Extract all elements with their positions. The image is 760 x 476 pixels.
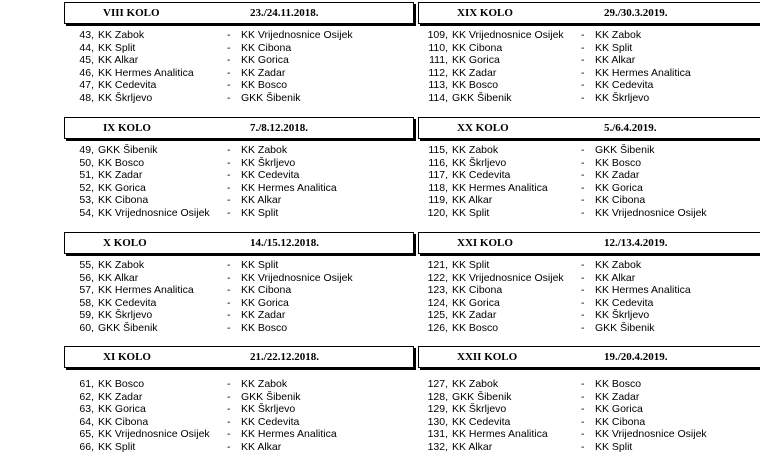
match-list	[418, 378, 760, 454]
match-row	[418, 144, 760, 157]
match-row	[64, 309, 414, 322]
match-row	[418, 441, 760, 454]
round-title: XI KOLO	[103, 351, 151, 363]
match-separator: -	[227, 259, 231, 271]
home-team: KK Alkar	[452, 440, 493, 453]
away-team: KK Cedevita	[241, 169, 300, 182]
round-block	[64, 346, 414, 454]
round-block	[418, 2, 760, 105]
match-row	[64, 29, 414, 42]
home-team: KK Zadar	[98, 169, 143, 182]
away-team: KK Cedevita	[241, 415, 300, 428]
away-team: KK Škrljevo	[595, 91, 650, 104]
match-number: 115,	[428, 144, 448, 156]
match-number: 128,	[427, 390, 448, 403]
match-number: 62,	[79, 390, 94, 403]
match-number: 120,	[427, 206, 448, 219]
match-row	[64, 391, 414, 404]
home-team: KK Gorica	[98, 403, 146, 416]
home-team: KK Bosco	[452, 321, 499, 334]
match-separator: -	[227, 181, 231, 194]
match-number: 130,	[427, 415, 448, 428]
round-header	[64, 346, 414, 368]
match-list	[64, 29, 414, 105]
match-separator: -	[581, 29, 585, 41]
round-block	[64, 117, 414, 220]
match-separator: -	[227, 309, 231, 322]
away-team: KK Vrijednosnice Osijek	[241, 29, 353, 41]
away-team: KK Škrljevo	[595, 309, 650, 322]
match-row	[64, 54, 414, 67]
match-row	[418, 29, 760, 42]
away-team: KK Alkar	[595, 271, 636, 284]
match-number: 110,	[428, 41, 448, 54]
match-row	[418, 157, 760, 170]
match-number: 132,	[427, 440, 448, 453]
away-team: KK Bosco	[595, 378, 642, 390]
match-separator: -	[581, 271, 585, 284]
match-number: 49,	[79, 144, 94, 156]
match-row	[418, 416, 760, 429]
round-header	[418, 232, 760, 254]
match-separator: -	[581, 54, 585, 67]
round-date: 21./22.12.2018.	[250, 351, 320, 363]
match-list	[64, 144, 414, 220]
away-team: KK Hermes Analitica	[241, 428, 337, 441]
match-separator: -	[227, 321, 231, 334]
round-title: X KOLO	[103, 237, 147, 249]
round-title: XX KOLO	[457, 122, 509, 134]
match-separator: -	[581, 91, 585, 104]
away-team: KK Split	[241, 259, 279, 271]
home-team: KK Hermes Analitica	[98, 66, 194, 79]
match-number: 43,	[79, 29, 94, 41]
match-separator: -	[227, 66, 231, 79]
match-row	[418, 182, 760, 195]
match-number: 48,	[79, 91, 94, 104]
away-team: KK Alkar	[595, 54, 636, 67]
match-separator: -	[227, 440, 231, 453]
home-team: KK Škrljevo	[98, 91, 153, 104]
match-number: 121,	[427, 259, 448, 271]
match-number: 58,	[79, 296, 94, 309]
match-separator: -	[227, 296, 231, 309]
home-team: KK Zadar	[452, 66, 497, 79]
match-row	[64, 428, 414, 441]
away-team: KK Bosco	[241, 321, 288, 334]
home-team: KK Zadar	[98, 390, 143, 403]
match-row	[64, 169, 414, 182]
match-separator: -	[227, 284, 231, 297]
match-separator: -	[227, 144, 231, 156]
round-block	[64, 2, 414, 105]
away-team: KK Hermes Analitica	[595, 66, 691, 79]
home-team: KK Hermes Analitica	[98, 284, 194, 297]
round-block	[418, 346, 760, 454]
match-separator: -	[227, 390, 231, 403]
away-team: KK Zadar	[241, 66, 286, 79]
home-team: KK Zabok	[98, 29, 145, 41]
match-separator: -	[581, 156, 585, 169]
round-title: IX KOLO	[103, 122, 151, 134]
home-team: KK Alkar	[98, 271, 139, 284]
match-row	[418, 322, 760, 335]
match-separator: -	[227, 29, 231, 41]
match-number: 125,	[427, 309, 448, 322]
away-team: KK Bosco	[595, 156, 642, 169]
match-separator: -	[581, 194, 585, 207]
match-number: 131,	[427, 428, 448, 441]
match-number: 111,	[429, 54, 448, 67]
away-team: GKK Šibenik	[595, 144, 655, 156]
home-team: KK Split	[98, 440, 136, 453]
home-team: GKK Šibenik	[98, 321, 158, 334]
match-list	[418, 29, 760, 105]
match-separator: -	[581, 415, 585, 428]
away-team: KK Cibona	[595, 415, 646, 428]
round-block	[418, 117, 760, 220]
match-row	[418, 284, 760, 297]
match-row	[64, 194, 414, 207]
away-team: KK Gorica	[595, 403, 643, 416]
match-separator: -	[227, 156, 231, 169]
match-separator: -	[227, 428, 231, 441]
away-team: KK Split	[595, 41, 633, 54]
match-separator: -	[227, 91, 231, 104]
match-number: 53,	[79, 194, 94, 207]
match-list	[418, 259, 760, 335]
round-header	[418, 117, 760, 139]
round-date: 19./20.4.2019.	[604, 351, 668, 363]
match-separator: -	[581, 296, 585, 309]
match-row	[418, 297, 760, 310]
home-team: KK Gorica	[98, 181, 146, 194]
round-date: 5./6.4.2019.	[604, 122, 657, 134]
match-row	[418, 67, 760, 80]
home-team: GKK Šibenik	[452, 91, 512, 104]
match-row	[64, 441, 414, 454]
match-row	[64, 416, 414, 429]
match-list	[64, 378, 414, 454]
match-number: 122,	[427, 271, 448, 284]
home-team: KK Škrljevo	[452, 156, 507, 169]
home-team: KK Cedevita	[452, 169, 511, 182]
match-row	[64, 67, 414, 80]
away-team: KK Zabok	[241, 378, 288, 390]
match-number: 47,	[79, 79, 94, 92]
home-team: KK Zadar	[452, 309, 497, 322]
home-team: KK Hermes Analitica	[452, 181, 548, 194]
away-team: KK Vrijednosnice Osijek	[595, 428, 707, 441]
match-separator: -	[227, 271, 231, 284]
round-header	[64, 2, 414, 24]
away-team: KK Zabok	[595, 259, 642, 271]
match-row	[64, 207, 414, 220]
match-number: 65,	[79, 428, 94, 441]
match-row	[418, 42, 760, 55]
match-number: 44,	[79, 41, 94, 54]
home-team: KK Cibona	[452, 284, 503, 297]
match-separator: -	[581, 284, 585, 297]
match-number: 45,	[79, 54, 94, 67]
match-number: 117,	[428, 169, 448, 182]
round-title: VIII KOLO	[103, 7, 160, 19]
away-team: KK Škrljevo	[241, 403, 296, 416]
home-team: KK Gorica	[452, 296, 500, 309]
match-separator: -	[581, 440, 585, 453]
match-number: 57,	[79, 284, 94, 297]
match-separator: -	[581, 206, 585, 219]
home-team: KK Škrljevo	[452, 403, 507, 416]
home-team: KK Split	[452, 259, 490, 271]
away-team: KK Zadar	[241, 309, 286, 322]
match-row	[418, 54, 760, 67]
away-team: KK Zabok	[595, 29, 642, 41]
match-number: 52,	[79, 181, 94, 194]
round-header	[64, 117, 414, 139]
match-row	[418, 207, 760, 220]
match-number: 46,	[79, 66, 94, 79]
match-separator: -	[581, 66, 585, 79]
away-team: GKK Šibenik	[595, 321, 655, 334]
match-row	[64, 182, 414, 195]
match-number: 61,	[79, 378, 94, 390]
home-team: KK Škrljevo	[98, 309, 153, 322]
match-number: 126,	[427, 321, 448, 334]
round-header	[418, 346, 760, 368]
match-row	[64, 272, 414, 285]
home-team: KK Zabok	[98, 259, 145, 271]
round-date: 23./24.11.2018.	[250, 7, 319, 19]
match-number: 54,	[79, 206, 94, 219]
match-number: 123,	[427, 284, 448, 297]
round-title: XXII KOLO	[457, 351, 518, 363]
match-separator: -	[581, 321, 585, 334]
home-team: KK Zabok	[452, 144, 499, 156]
match-number: 109,	[427, 29, 448, 41]
round-date: 12./13.4.2019.	[604, 237, 668, 249]
home-team: KK Cibona	[98, 415, 149, 428]
match-number: 116,	[428, 156, 448, 169]
home-team: KK Cedevita	[98, 79, 157, 92]
match-separator: -	[227, 415, 231, 428]
match-row	[418, 92, 760, 105]
round-date: 14./15.12.2018.	[250, 237, 320, 249]
match-separator: -	[581, 144, 585, 156]
match-row	[64, 42, 414, 55]
match-row	[418, 272, 760, 285]
match-row	[418, 309, 760, 322]
away-team: KK Cedevita	[595, 296, 654, 309]
match-separator: -	[227, 378, 231, 390]
match-row	[418, 428, 760, 441]
home-team: KK Cedevita	[98, 296, 157, 309]
match-separator: -	[581, 41, 585, 54]
match-separator: -	[227, 194, 231, 207]
away-team: KK Zabok	[241, 144, 288, 156]
away-team: KK Gorica	[241, 54, 289, 67]
match-separator: -	[581, 79, 585, 92]
match-row	[64, 144, 414, 157]
match-number: 118,	[428, 181, 448, 194]
match-number: 60,	[79, 321, 94, 334]
home-team: KK Alkar	[452, 194, 493, 207]
match-number: 129,	[427, 403, 448, 416]
away-team: KK Zadar	[595, 169, 640, 182]
away-team: KK Cedevita	[595, 79, 654, 92]
match-separator: -	[581, 403, 585, 416]
round-title: XIX KOLO	[457, 7, 513, 19]
match-separator: -	[227, 79, 231, 92]
match-number: 56,	[79, 271, 94, 284]
match-number: 51,	[79, 169, 94, 182]
match-separator: -	[581, 390, 585, 403]
home-team: KK Hermes Analitica	[452, 428, 548, 441]
away-team: KK Bosco	[241, 79, 288, 92]
match-number: 112,	[428, 66, 448, 79]
match-row	[64, 79, 414, 92]
away-team: KK Gorica	[241, 296, 289, 309]
match-row	[418, 169, 760, 182]
home-team: KK Cibona	[98, 194, 149, 207]
away-team: KK Zadar	[595, 390, 640, 403]
match-number: 50,	[79, 156, 94, 169]
home-team: KK Vrijednosnice Osijek	[98, 428, 210, 441]
match-separator: -	[581, 309, 585, 322]
match-number: 124,	[427, 296, 448, 309]
match-row	[418, 194, 760, 207]
match-row	[418, 378, 760, 391]
match-number: 113,	[428, 79, 448, 92]
round-header	[418, 2, 760, 24]
match-row	[418, 391, 760, 404]
match-separator: -	[227, 169, 231, 182]
match-list	[418, 144, 760, 220]
home-team: KK Zabok	[452, 378, 499, 390]
match-row	[64, 322, 414, 335]
away-team: KK Hermes Analitica	[241, 181, 337, 194]
away-team: KK Hermes Analitica	[595, 284, 691, 297]
home-team: KK Gorica	[452, 54, 500, 67]
home-team: KK Bosco	[98, 156, 145, 169]
home-team: GKK Šibenik	[452, 390, 512, 403]
home-team: GKK Šibenik	[98, 144, 158, 156]
match-separator: -	[227, 206, 231, 219]
away-team: KK Vrijednosnice Osijek	[595, 206, 707, 219]
match-separator: -	[581, 181, 585, 194]
home-team: KK Split	[452, 206, 490, 219]
round-date: 7./8.12.2018.	[250, 122, 309, 134]
match-row	[64, 157, 414, 170]
away-team: KK Split	[241, 206, 279, 219]
away-team: KK Cibona	[241, 284, 292, 297]
home-team: KK Alkar	[98, 54, 139, 67]
round-block	[64, 232, 414, 335]
match-row	[418, 79, 760, 92]
match-separator: -	[227, 54, 231, 67]
match-separator: -	[227, 41, 231, 54]
match-row	[418, 259, 760, 272]
home-team: KK Cedevita	[452, 415, 511, 428]
match-number: 127,	[427, 378, 448, 390]
match-separator: -	[581, 169, 585, 182]
home-team: KK Bosco	[452, 79, 499, 92]
match-separator: -	[581, 378, 585, 390]
away-team: KK Alkar	[241, 440, 282, 453]
home-team: KK Cibona	[452, 41, 503, 54]
away-team: GKK Šibenik	[241, 91, 301, 104]
match-row	[64, 403, 414, 416]
round-title: XXI KOLO	[457, 237, 513, 249]
away-team: KK Vrijednosnice Osijek	[241, 271, 353, 284]
match-row	[418, 403, 760, 416]
match-list	[64, 259, 414, 335]
round-date: 29./30.3.2019.	[604, 7, 668, 19]
match-number: 66,	[79, 440, 94, 453]
match-separator: -	[581, 259, 585, 271]
away-team: GKK Šibenik	[241, 390, 301, 403]
match-number: 119,	[428, 194, 448, 207]
match-row	[64, 297, 414, 310]
match-number: 64,	[79, 415, 94, 428]
match-number: 114,	[428, 91, 448, 104]
home-team: KK Split	[98, 41, 136, 54]
away-team: KK Gorica	[595, 181, 643, 194]
match-number: 59,	[79, 309, 94, 322]
match-separator: -	[581, 428, 585, 441]
match-row	[64, 259, 414, 272]
round-block	[418, 232, 760, 335]
match-separator: -	[227, 403, 231, 416]
away-team: KK Cibona	[241, 41, 292, 54]
match-number: 63,	[79, 403, 94, 416]
home-team: KK Bosco	[98, 378, 145, 390]
away-team: KK Škrljevo	[241, 156, 296, 169]
away-team: KK Cibona	[595, 194, 646, 207]
match-row	[64, 378, 414, 391]
away-team: KK Alkar	[241, 194, 282, 207]
home-team: KK Vrijednosnice Osijek	[452, 29, 564, 41]
home-team: KK Vrijednosnice Osijek	[98, 206, 210, 219]
away-team: KK Split	[595, 440, 633, 453]
round-header	[64, 232, 414, 254]
match-row	[64, 284, 414, 297]
home-team: KK Vrijednosnice Osijek	[452, 271, 564, 284]
match-row	[64, 92, 414, 105]
match-number: 55,	[79, 259, 94, 271]
